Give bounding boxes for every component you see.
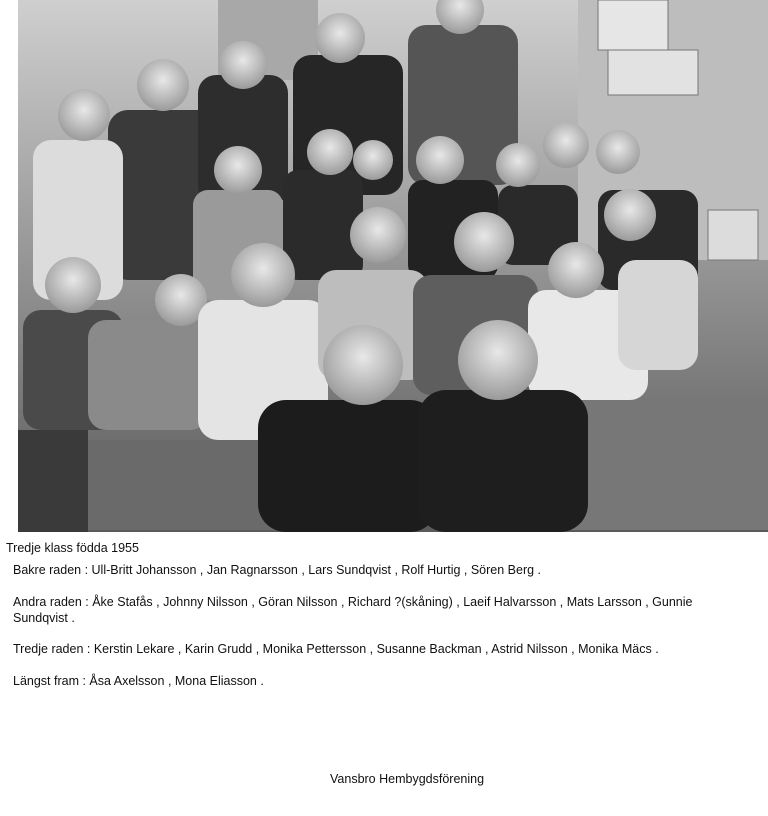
caption-row-second: Andra raden : Åke Stafås , Johnny Nilsson , Göran Nilsson , Richard ?(skåning) , Laeif Halvarsson , Mats Larsson , Gunnie Sundqvist . — [13, 595, 693, 625]
class-photo-image — [18, 0, 768, 532]
caption-row-back: Bakre raden : Ull-Britt Johansson , Jan Ragnarsson , Lars Sundqvist , Rolf Hurtig , Sören Berg . — [13, 563, 542, 577]
caption-title: Tredje klass födda 1955 — [6, 541, 139, 555]
credit-line: Vansbro Hembygdsförening — [330, 772, 485, 786]
caption-row-third: Tredje raden : Kerstin Lekare , Karin Grudd , Monika Pettersson , Susanne Backman , Astrid Nilsson , Monika Mäcs . — [13, 642, 659, 656]
caption-row-front: Längst fram : Åsa Axelsson , Mona Eliasson . — [13, 674, 264, 688]
class-photo — [18, 0, 768, 532]
